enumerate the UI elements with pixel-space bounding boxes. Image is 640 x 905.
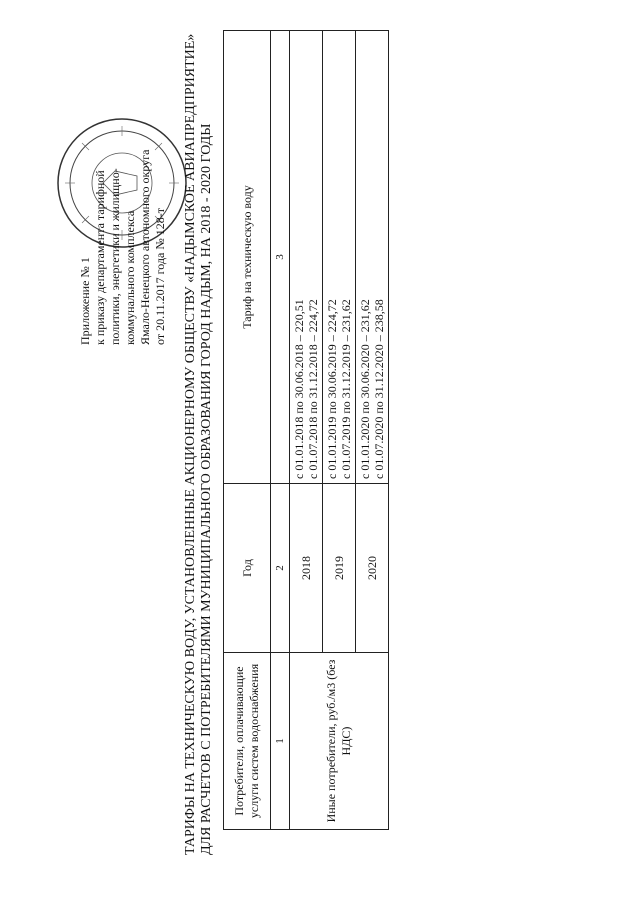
title-line-2: ДЛЯ РАСЧЕТОВ С ПОТРЕБИТЕЛЯМИ МУНИЦИПАЛЬНОГО ОБРАЗОВАНИЯ ГОРОД НАДЫМ, НА 2018 - 2020 ГОДЫ [199, 123, 214, 855]
tariff-period: с 01.01.2018 по 30.06.2018 – 220,51 [292, 299, 306, 479]
column-number: 1 [271, 653, 290, 830]
column-number-row [271, 31, 290, 830]
title-line-1: ТАРИФЫ НА ТЕХНИЧЕСКУЮ ВОДУ, УСТАНОВЛЕННЫЕ АКЦИОНЕРНОМУ ОБЩЕСТВУ «НАДЫМСКОЕ АВИАПРЕДПРИЯТИЕ» [183, 33, 198, 855]
column-number: 2 [271, 484, 290, 653]
table-row [290, 31, 323, 830]
year-cell: 2018 [290, 484, 323, 653]
appendix-line: Ямало-Ненецкого автономного округа [138, 149, 152, 345]
tariff-period: с 01.07.2020 по 31.12.2020 – 238,58 [372, 299, 386, 479]
column-number: 3 [271, 31, 290, 484]
appendix-line: политики, энергетики и жилищно- [108, 168, 122, 345]
year-cell: 2019 [323, 484, 356, 653]
header-year: Год [224, 484, 271, 653]
tariff-table [223, 30, 389, 830]
tariff-period: с 01.01.2020 по 30.06.2020 – 231,62 [358, 299, 372, 479]
tariff-period: с 01.07.2018 по 31.12.2018 – 224,72 [306, 299, 320, 479]
document-title [183, 0, 215, 855]
header-consumers: Потребители, оплачивающие услуги систем водоснабжения [224, 653, 271, 830]
consumer-cell: Иные потребители, руб./м3 (без НДС) [290, 653, 389, 830]
tariff-cell [323, 31, 356, 484]
year-cell: 2020 [356, 484, 389, 653]
appendix-line: коммунального комплекса [123, 210, 137, 345]
tariff-period: с 01.07.2019 по 31.12.2019 – 231,62 [339, 299, 353, 479]
appendix-block [78, 45, 168, 345]
tariff-cell [290, 31, 323, 484]
appendix-date-line: от 20.11.2017 года № 128-т [153, 207, 167, 345]
tariff-cell [356, 31, 389, 484]
header-tariff: Тариф на техническую воду [224, 31, 271, 484]
appendix-line: к приказу департамента тарифной [93, 170, 107, 345]
appendix-line: Приложение № 1 [78, 257, 92, 345]
table-header-row [224, 31, 271, 830]
tariff-period: с 01.01.2019 по 30.06.2019 – 224,72 [325, 299, 339, 479]
